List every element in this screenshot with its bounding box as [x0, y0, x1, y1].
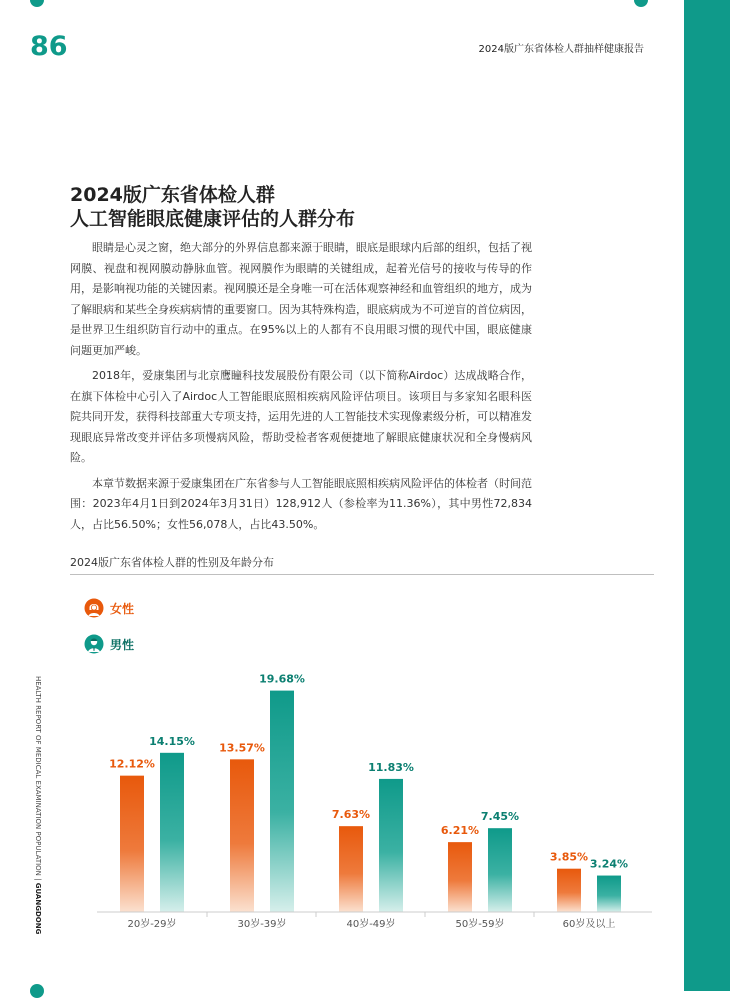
paragraph: 2018年，爱康集团与北京鹰瞳科技发展股份有限公司（以下简称Airdoc）达成战略合作，在旗下体检中心引入了Airdoc人工智能眼底照相疾病风险评估项目。该项目与多家知名眼科医院共同开发，获得科技部重大专项支持，运用先进的人工智能技术实现像素级分析，可以精准发现眼底异常改变并评估多项慢病风险，帮助受检者客观便捷地了解眼底健康状况和全身慢病风险。	[70, 369, 532, 464]
bar-label-female-2: 13.57%	[219, 741, 265, 755]
top-right-dot	[634, 0, 648, 7]
female-icon	[84, 598, 104, 618]
bar-label-female-3: 7.63%	[331, 808, 371, 822]
bar-label-male-4: 7.45%	[480, 810, 520, 824]
bar-label-male-5: 3.24%	[589, 857, 629, 871]
bar-label-female-4: 6.21%	[440, 824, 480, 838]
body-text	[70, 238, 532, 540]
section-title-line2: 人工智能眼底健康评估的人群分布	[70, 208, 356, 230]
bar-female-4	[448, 842, 472, 912]
bar-female-5	[557, 869, 581, 912]
bar-label-male-3: 11.83%	[368, 760, 414, 774]
paragraph: 本章节数据来源于爱康集团在广东省参与人工智能眼底照相疾病风险评估的体检者（时间范围：2023年4月1日到2024年3月31日）128,912人（参检率为11.36%），其中男性72,834人，占比56.50%；女性56,078人，占比43.50%。	[70, 476, 532, 531]
section-title-line1: 2024版广东省体检人群	[70, 184, 275, 206]
x-tick-label: 60岁及以上	[562, 919, 616, 930]
top-left-dot	[30, 0, 44, 7]
x-tick-label: 30岁-39岁	[237, 919, 287, 930]
bar-male-3	[379, 779, 403, 912]
side-text-bold: GUANGDONG	[34, 882, 42, 935]
legend-male	[84, 634, 134, 654]
chart-caption: 2024版广东省体检人群的性别及年龄分布	[70, 556, 274, 569]
caption-divider	[70, 574, 654, 575]
x-tick-label: 20岁-29岁	[127, 919, 177, 930]
x-tick-label: 40岁-49岁	[346, 919, 396, 930]
section-title	[70, 183, 355, 231]
male-icon	[84, 634, 104, 654]
x-tick-label: 50岁-59岁	[455, 919, 505, 930]
bar-male-5	[597, 876, 621, 912]
page-number: 86	[30, 31, 68, 62]
bar-label-female-1: 12.12%	[109, 757, 155, 771]
bar-label-female-5: 3.85%	[549, 850, 589, 864]
bar-label-male-2: 19.68%	[259, 672, 305, 686]
bar-label-male-1: 14.15%	[149, 734, 195, 748]
side-text-light: HEALTH REPORT OF MEDICAL EXAMINATION POPULATION |	[34, 676, 42, 883]
bar-male-4	[488, 828, 512, 912]
age-gender-bar-chart	[90, 660, 670, 935]
header-title: 2024版广东省体检人群抽样健康报告	[478, 44, 644, 55]
paragraph: 眼睛是心灵之窗，绝大部分的外界信息都来源于眼睛，眼底是眼球内后部的组织，包括了视网膜、视盘和视网膜动静脉血管。视网膜作为眼睛的关键组成，起着光信号的接收与传导的作用，是影响视功能的关键因素。视网膜还是全身唯一可在活体观察神经和血管组织的地方，成为了解眼病和某些全身疾病病情的重要窗口。因为其特殊构造，眼底病成为不可逆盲的首位病因，是世界卫生组织防盲行动中的重点。在95%以上的人都有不良用眼习惯的现代中国，眼底健康问题更加严峻。	[70, 241, 532, 357]
bar-female-2	[230, 759, 254, 912]
right-accent-band	[684, 0, 730, 991]
legend-male-label: 男性	[110, 637, 135, 652]
side-running-text	[30, 676, 44, 935]
side-running-text-content	[34, 676, 42, 934]
bar-male-1	[160, 753, 184, 912]
bar-female-1	[120, 776, 144, 912]
legend-female-label: 女性	[110, 601, 135, 616]
legend-female	[84, 598, 134, 618]
bar-female-3	[339, 826, 363, 912]
bottom-left-dot	[30, 984, 44, 998]
bar-male-2	[270, 691, 294, 912]
